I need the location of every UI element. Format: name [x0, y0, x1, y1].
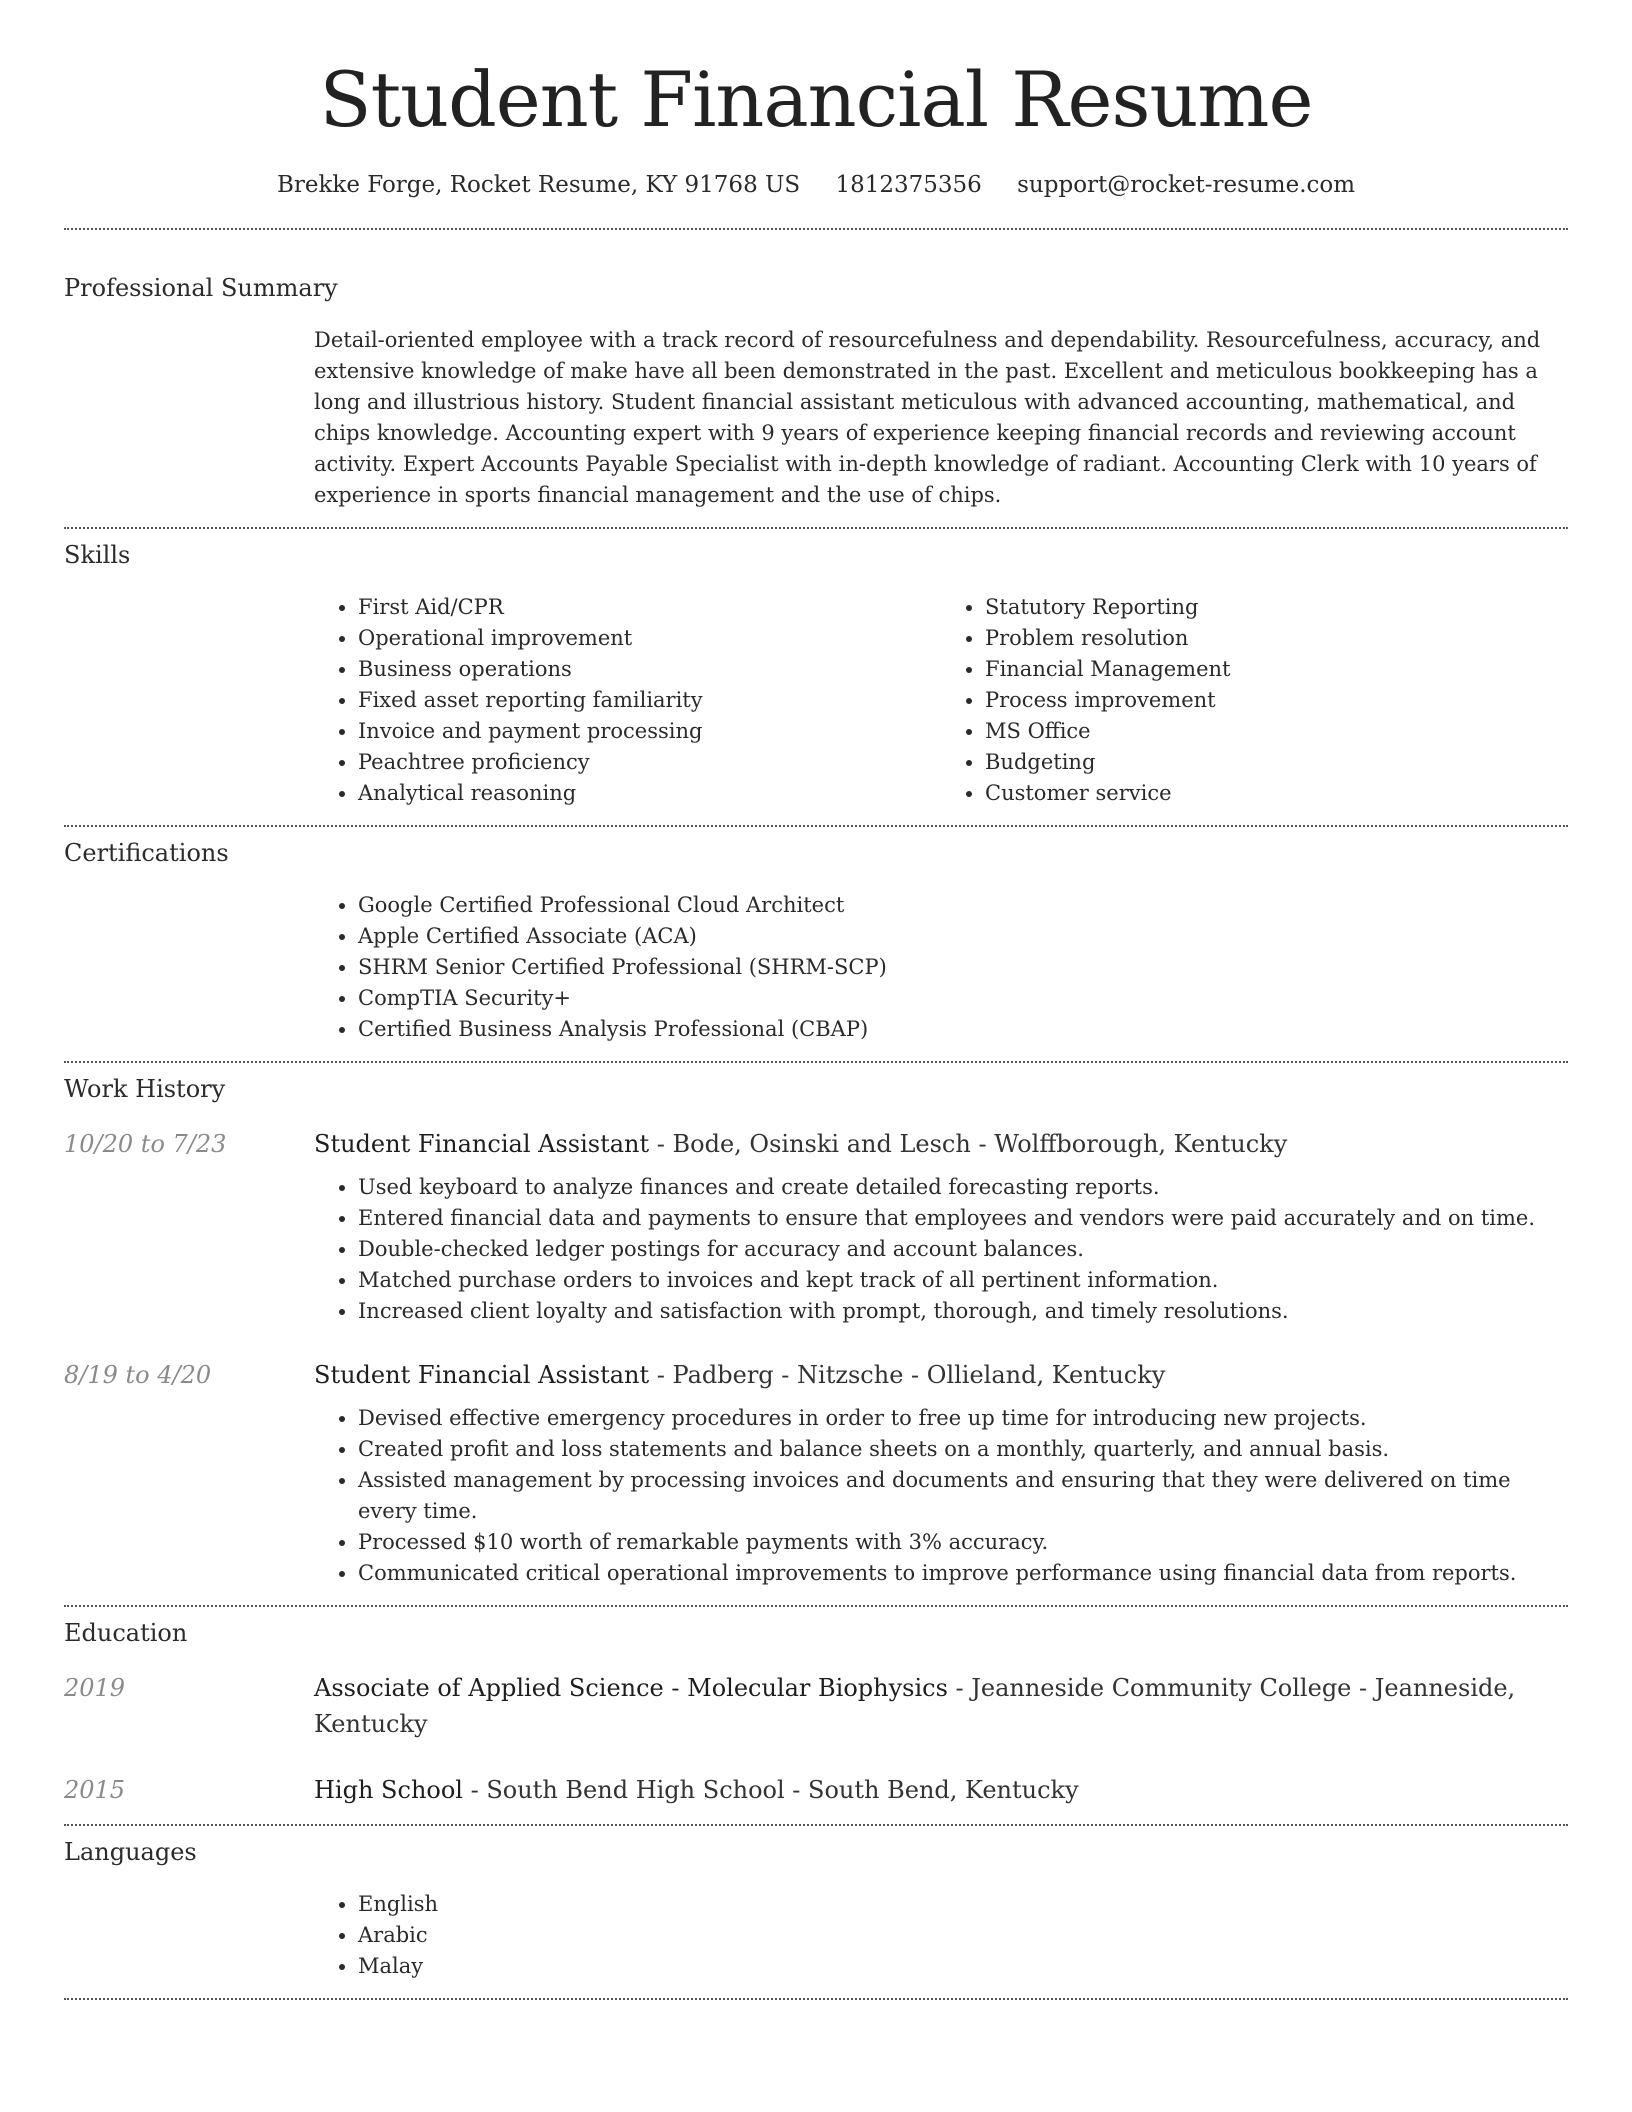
job-bullets [314, 1403, 1568, 1589]
education-year: 2019 [64, 1674, 126, 1702]
job-heading [314, 1126, 1568, 1162]
skill-item: • Process improvement [985, 685, 1568, 716]
summary-section [64, 230, 1568, 511]
language-item: • Malay [358, 1951, 1568, 1982]
education-entry [64, 1670, 1568, 1742]
skill-item: • Customer service [985, 778, 1568, 809]
job-bullet: • Created profit and loss statements and balance sheets on a monthly, quarterly, and annual basis. [358, 1434, 1568, 1465]
languages-list [314, 1889, 1568, 1982]
skill-item: • Peachtree proficiency [358, 747, 941, 778]
section-title-skills: Skills [64, 541, 131, 569]
skills-list-left [314, 592, 941, 809]
skills-list-right [941, 592, 1568, 809]
job-bullets [314, 1172, 1568, 1327]
skill-item: • Operational improvement [358, 623, 941, 654]
skill-item: • Analytical reasoning [358, 778, 941, 809]
education-school: - South Bend High School - South Bend, Kentucky [462, 1776, 1079, 1804]
contact-email: support@rocket-resume.com [1017, 172, 1356, 198]
section-title-languages: Languages [64, 1838, 197, 1866]
job-entry [64, 1126, 1568, 1327]
contact-address: Brekke Forge, Rocket Resume, KY 91768 US [276, 172, 801, 198]
language-item: • English [358, 1889, 1568, 1920]
certification-item: • Certified Business Analysis Professional (CBAP) [358, 1014, 1568, 1045]
education-degree: Associate of Applied Science - Molecular Biophysics [314, 1674, 948, 1702]
certification-item: • Apple Certified Associate (ACA) [358, 921, 1568, 952]
job-bullet: • Assisted management by processing invoices and documents and ensuring that they were delivered on time every time. [358, 1465, 1568, 1527]
job-bullet: • Increased client loyalty and satisfaction with prompt, thorough, and timely resolutions. [358, 1296, 1568, 1327]
skill-item: • Invoice and payment processing [358, 716, 941, 747]
skills-section [64, 529, 1568, 809]
summary-text: Detail-oriented employee with a track record of resourcefulness and dependability. Resourcefulness, accuracy, and extensive knowledge of make have all been demonstrated in the past. Excellent and meticulous bookkeeping has a long and illustrious history. Student financial assistant meticulous with advanced accounting, mathematical, and chips knowledge. Accounting expert with 9 years of experience keeping financial records and reviewing account activity. Expert Accounts Payable Specialist with in-depth knowledge of radiant. Accounting Clerk with 10 years of experience in sports financial management and the use of chips. [314, 328, 1541, 507]
certification-item: • SHRM Senior Certified Professional (SHRM-SCP) [358, 952, 1568, 983]
education-heading [314, 1670, 1568, 1742]
certification-item: • CompTIA Security+ [358, 983, 1568, 1014]
skill-item: • Financial Management [985, 654, 1568, 685]
job-dates: 8/19 to 4/20 [64, 1361, 212, 1389]
job-bullet: • Processed $10 worth of remarkable payments with 3% accuracy. [358, 1527, 1568, 1558]
resume-page [64, 0, 1568, 2000]
education-year: 2015 [64, 1776, 126, 1804]
job-entry [64, 1357, 1568, 1589]
job-employer: - Padberg - Nitzsche - Ollieland, Kentucky [649, 1361, 1166, 1389]
job-bullet: • Devised effective emergency procedures in order to free up time for introducing new projects. [358, 1403, 1568, 1434]
contact-line [64, 168, 1568, 202]
contact-phone: 1812375356 [835, 172, 982, 198]
skill-item: • MS Office [985, 716, 1568, 747]
education-school: - Jeanneside Community College - Jeanneside, Kentucky [314, 1674, 1516, 1738]
job-heading [314, 1357, 1568, 1393]
education-entry [64, 1772, 1568, 1808]
job-role: Student Financial Assistant [314, 1130, 650, 1158]
skill-item: • Statutory Reporting [985, 592, 1568, 623]
skill-item: • Budgeting [985, 747, 1568, 778]
education-section [64, 1607, 1568, 1808]
certifications-section [64, 827, 1568, 1045]
job-bullet: • Double-checked ledger postings for accuracy and account balances. [358, 1234, 1568, 1265]
work-section [64, 1063, 1568, 1589]
skills-columns [314, 592, 1568, 809]
skill-item: • Business operations [358, 654, 941, 685]
skill-item: • Problem resolution [985, 623, 1568, 654]
section-title-work: Work History [64, 1075, 226, 1103]
job-bullet: • Used keyboard to analyze finances and create detailed forecasting reports. [358, 1172, 1568, 1203]
education-heading [314, 1772, 1568, 1808]
languages-section [64, 1826, 1568, 1982]
section-title-summary: Professional Summary [64, 274, 338, 302]
skill-item: • Fixed asset reporting familiarity [358, 685, 941, 716]
job-bullet: • Matched purchase orders to invoices and kept track of all pertinent information. [358, 1265, 1568, 1296]
job-dates: 10/20 to 7/23 [64, 1130, 227, 1158]
education-degree: High School [314, 1776, 463, 1804]
language-item: • Arabic [358, 1920, 1568, 1951]
section-title-education: Education [64, 1619, 188, 1647]
job-role: Student Financial Assistant [314, 1361, 650, 1389]
section-title-certifications: Certifications [64, 839, 229, 867]
certification-item: • Google Certified Professional Cloud Architect [358, 890, 1568, 921]
job-bullet: • Entered financial data and payments to ensure that employees and vendors were paid accurately and on time. [358, 1203, 1568, 1234]
divider [64, 1998, 1568, 2000]
job-bullet: • Communicated critical operational improvements to improve performance using financial data from reports. [358, 1558, 1568, 1589]
certifications-list [314, 890, 1568, 1045]
resume-title: Student Financial Resume [319, 55, 1313, 144]
skill-item: • First Aid/CPR [358, 592, 941, 623]
job-employer: - Bode, Osinski and Lesch - Wolffborough, Kentucky [649, 1130, 1288, 1158]
